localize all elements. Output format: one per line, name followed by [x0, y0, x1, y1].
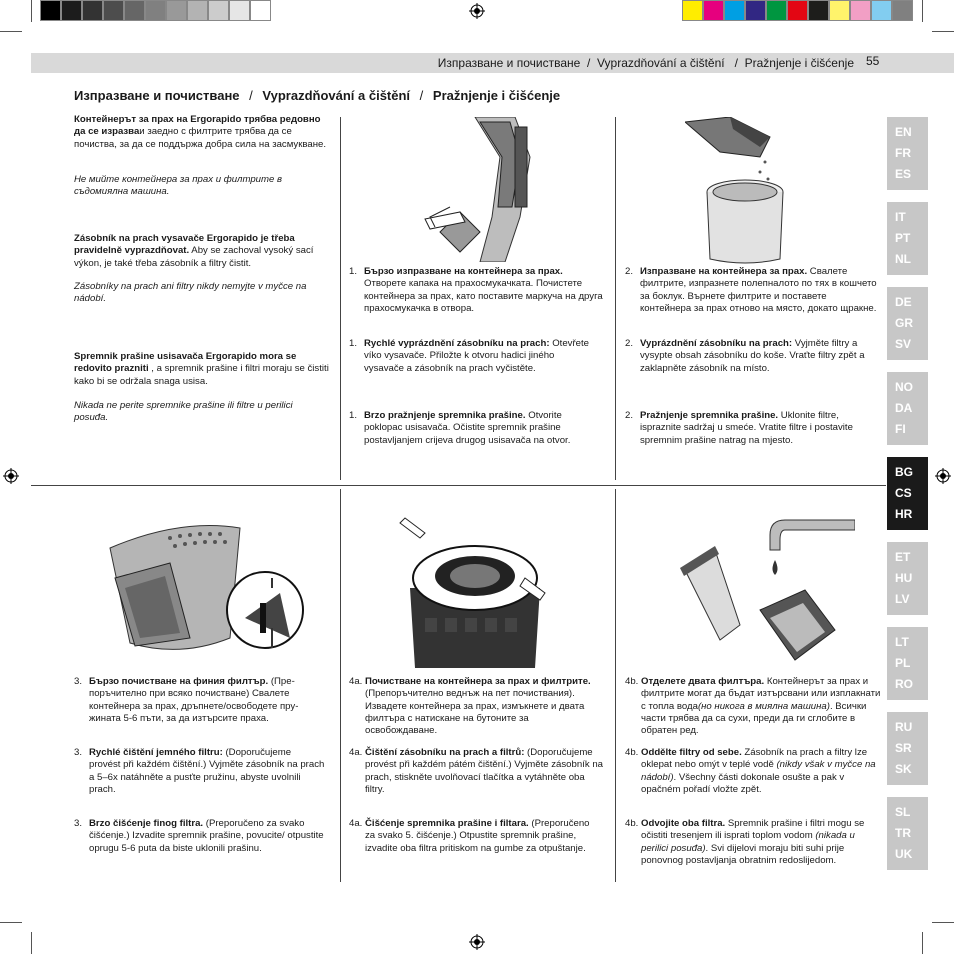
crop-mark	[922, 932, 923, 954]
language-code: ES	[895, 167, 912, 181]
step-number: 4a.	[349, 818, 363, 829]
language-group-tab[interactable]	[887, 457, 928, 530]
gray-swatch	[187, 0, 208, 21]
color-swatch	[892, 0, 913, 21]
step4b-hr-title: Odvojite oba filtra.	[641, 818, 726, 829]
gray-swatch	[40, 0, 61, 21]
step2-hr	[640, 410, 880, 447]
filters-washing-illustration	[675, 510, 855, 665]
step3-hr-text: (Preporučeno za svako čišćenje.) Izvadite spremnik prašine, povucite/ otpustite oprugu 5-6 puta da biste uklonili prašinu.	[89, 818, 324, 854]
step3-cs-text: (Doporučujeme provést při každém čištění.) Vyjměte zásobník na prach a 5–6x natáhněte a pusťte pružinu, abyste uvolnili prach.	[89, 747, 325, 795]
language-code: PL	[895, 656, 911, 670]
intro-cs-bold: Zásobník na prach vysavače Ergorapido je třeba pravidelně vyprazdňovat.	[74, 233, 295, 257]
column-divider	[340, 489, 341, 882]
language-code: HU	[895, 571, 913, 585]
step3-bg-title: Бързо почистване на финия филтър.	[89, 676, 269, 687]
language-code: NO	[895, 380, 913, 394]
gray-swatch	[103, 0, 124, 21]
language-code: SR	[895, 741, 912, 755]
gray-swatch	[166, 0, 187, 21]
step2-bg-title: Изпразване на контейнера за прах.	[640, 266, 808, 277]
step4a-bg-text: (Препоръчително веднъж на пет почиствания). Извадете контейнера за прах, измъкнете и двата филтъра с натискане на бутоните за освобождаване.	[365, 688, 585, 737]
step1-cs	[364, 338, 594, 375]
step-number: 4b.	[625, 676, 639, 687]
column-divider	[615, 489, 616, 882]
intro-hr-note	[74, 400, 319, 425]
step4b-cs-title: Oddělte filtry od sebe.	[641, 747, 742, 758]
crop-mark	[0, 31, 22, 32]
step4a-hr	[365, 818, 599, 855]
gray-swatch	[208, 0, 229, 21]
language-code: TR	[895, 826, 911, 840]
step-number: 3.	[74, 747, 83, 758]
language-group-tab[interactable]	[887, 372, 928, 445]
language-code: FI	[895, 422, 906, 436]
step-number: 4a.	[349, 747, 363, 758]
color-swatch	[808, 0, 829, 21]
step3-bg-text: (Пре-поръчително при всяко почистване) Свалете контейнера за прах, дръпнете/освободете пру-жината 5-6 пъти, за да изтърсите праха.	[89, 676, 299, 724]
registration-mark-icon	[3, 468, 19, 484]
language-group-tab[interactable]	[887, 202, 928, 275]
step4b-bg-text: Контейнерът за прах и филтрите могат да бъдат изтърсвани или изплакнати с топла вода	[641, 676, 881, 712]
language-group-tab[interactable]	[887, 797, 928, 870]
intro-hr	[74, 351, 332, 388]
gray-swatch	[82, 0, 103, 21]
intro-cs	[74, 233, 330, 270]
gray-swatch	[145, 0, 166, 21]
crop-mark	[31, 932, 32, 954]
section-title	[74, 88, 560, 103]
step3-cs	[89, 747, 325, 796]
language-code: NL	[895, 252, 911, 266]
step4a-bg-title: Почистване на контейнера за прах и филтрите.	[365, 676, 591, 687]
language-code: SK	[895, 762, 912, 776]
intro-bg-text: и заедно с филтрите трябва да се почиства, за да се поддържа добра сила на засмукване.	[74, 126, 327, 150]
step2-cs-title: Vyprázdnění zásobníku na prach:	[640, 338, 793, 349]
language-code: ET	[895, 550, 911, 564]
language-group-tab[interactable]	[887, 117, 928, 190]
step1-bg	[364, 266, 604, 315]
language-code: GR	[895, 316, 913, 330]
color-swatch	[871, 0, 892, 21]
step3-bg	[89, 676, 325, 725]
step4b-hr-italic: (nikada u perilici posuđa)	[641, 830, 855, 854]
registration-mark-icon	[469, 3, 485, 19]
intro-hr-italic: Nikada ne perite spremnike prašine ili filtre u perilici posuđa.	[74, 400, 293, 424]
step4a-hr-title: Čišćenje spremnika prašine i filtara.	[365, 818, 529, 829]
running-title: Изпразване и почистване / Vyprazdňování a čištění / Pražnjenje i čišćenje	[437, 56, 854, 70]
step4b-hr-text: Spremnik prašine i filtri mogu se očistiti tresenjem ili isprati toplom vodom	[641, 818, 865, 842]
language-code: PT	[895, 231, 911, 245]
step4a-cs	[365, 747, 605, 796]
step-number: 4a.	[349, 676, 363, 687]
step-number: 2.	[625, 266, 634, 277]
column-divider	[340, 117, 341, 480]
language-code: DA	[895, 401, 913, 415]
step1-hr-title: Brzo pražnjenje spremnika prašine.	[364, 410, 526, 421]
intro-hr-bold: Spremnik prašine usisavača Ergorapido mora se redovito prazniti	[74, 351, 297, 375]
step2-cs	[640, 338, 882, 375]
step4b-cs-italic: (nikdy však v myčce na nádobí)	[641, 759, 876, 783]
vacuum-hose-illustration	[420, 117, 540, 262]
color-swatch	[682, 0, 703, 21]
step-number: 2.	[625, 410, 634, 421]
registration-mark-icon	[469, 934, 485, 950]
intro-bg	[74, 114, 330, 151]
crop-mark	[922, 0, 923, 22]
color-swatch	[787, 0, 808, 21]
color-swatch	[850, 0, 871, 21]
step3-hr	[89, 818, 327, 855]
step-number: 4b.	[625, 747, 639, 758]
step3-cs-title: Rychlé čištění jemného filtru:	[89, 747, 223, 758]
step-number: 4b.	[625, 818, 639, 829]
language-code: DE	[895, 295, 912, 309]
step1-cs-title: Rychlé vyprázdnění zásobníku na prach:	[364, 338, 550, 349]
language-group-tab[interactable]	[887, 627, 928, 700]
language-code: SV	[895, 337, 912, 351]
color-swatch	[745, 0, 766, 21]
language-group-tab[interactable]	[887, 542, 928, 615]
intro-bg-italic: Не мийте контейнера за прах и филтрите в съдомиялна машина.	[74, 174, 283, 198]
row-divider	[31, 485, 886, 486]
crop-mark	[932, 922, 954, 923]
intro-cs-italic: Zásobníky na prach ani filtry nikdy nemyjte v myčce na nádobí.	[74, 281, 307, 305]
step4b-bg-title: Отделете двата филтъра.	[641, 676, 765, 687]
language-code: EN	[895, 125, 912, 139]
step-number: 3.	[74, 676, 83, 687]
section-title-hr: Pražnjenje i čišćenje	[432, 88, 561, 103]
gray-swatch	[229, 0, 250, 21]
color-swatch	[766, 0, 787, 21]
step1-bg-text: Отворете капака на прахосмукачката. Почистете контейнера за прах, като поставите маркуча на друга прахосмукачка в отвора.	[364, 278, 603, 314]
color-swatch	[724, 0, 745, 21]
language-code: LV	[895, 592, 910, 606]
language-group-tab[interactable]	[887, 287, 928, 360]
step-number: 1.	[349, 266, 358, 277]
step-number: 1.	[349, 338, 358, 349]
step4a-cs-title: Čištění zásobníku na prach a filtrů:	[365, 747, 525, 758]
step1-hr-text: Otvorite poklopac usisavača. Očistite spremnik prašine postavljanjem crijeva drugog usisavača na otvor.	[364, 410, 571, 446]
language-code: BG	[895, 465, 913, 479]
section-title-cs: Vyprazdňování a čištění	[262, 88, 411, 103]
language-group-tab[interactable]	[887, 712, 928, 785]
intro-bg-note	[74, 174, 314, 199]
fine-filter-illustration	[80, 518, 320, 666]
column-divider	[615, 117, 616, 480]
section-title-sep: /	[419, 88, 424, 103]
step4b-cs-text2: . Všechny části dokonale osušte a pak v opačném pořadí vložte zpět.	[641, 771, 845, 795]
language-code: CS	[895, 486, 912, 500]
step4a-cs-text: (Doporučujeme provést při každém pátém čištění.) Vyjměte zásobník na prach, stiskněte uvolňovací tlačítka a vytáhněte oba filtry.	[365, 747, 603, 795]
page-number: 55	[866, 54, 880, 68]
step4b-cs-text: Zásobník na prach a filtry lze oklepat nebo omýt v teplé vodě	[641, 747, 868, 771]
registration-mark-icon	[935, 468, 951, 484]
step4a-hr-text: (Preporučeno za svako 5. čišćenje.) Otpustite spremnik prašine, izvadite oba filtra pritiskom na gumbe za otpuštanje.	[365, 818, 590, 854]
language-code: HR	[895, 507, 913, 521]
language-code: UK	[895, 847, 913, 861]
step1-hr	[364, 410, 598, 447]
step2-cs-text: Vyjměte filtry a vysypte obsah zásobníku do koše. Vraťte filtry zpět a zaklapněte zásobník na místo.	[640, 338, 865, 374]
step-number: 1.	[349, 410, 358, 421]
color-swatch	[703, 0, 724, 21]
gray-swatch	[61, 0, 82, 21]
step-number: 2.	[625, 338, 634, 349]
language-code: RO	[895, 677, 913, 691]
step1-cs-text: Otevřete víko vysavače. Přiložte k otvoru hadici jiného vysavače a zásobník na prach vyčistěte.	[364, 338, 589, 374]
gray-swatch	[124, 0, 145, 21]
step4b-hr-text2: . Svi dijelovi moraju biti suhi prije ponovnog postavljanja obratnim redoslijedom.	[641, 842, 845, 866]
step3-hr-title: Brzo čišćenje finog filtra.	[89, 818, 204, 829]
language-code: SL	[895, 805, 911, 819]
crop-mark	[0, 922, 22, 923]
color-swatch	[829, 0, 850, 21]
intro-cs-text: Aby se zachoval vysoký sací výkon, je také třeba zásobník a filtry čistit.	[74, 245, 314, 269]
language-code: FR	[895, 146, 911, 160]
intro-bg-bold: Контейнерът за прах на Ergorapido трябва редовно да се изразва	[74, 114, 321, 138]
filter-release-illustration	[395, 508, 555, 668]
language-code: RU	[895, 720, 913, 734]
section-title-bg: Изпразване и почистване	[74, 88, 240, 103]
step1-bg-title: Бързо изпразване на контейнера за прах.	[364, 266, 563, 277]
step2-bg-text: Свалете филтрите, изпразнете полепналото по тях в кошчето за боклук. Върнете филтрите и поставете контейнера за прах отново на място, докато щракне.	[640, 266, 877, 314]
section-title-sep: /	[249, 88, 253, 103]
intro-cs-note	[74, 281, 319, 306]
step2-hr-text: Uklonite filtre, ispraznite sadržaj u smeće. Vratite filtre i postavite spremnim prašine natrag na mjesto.	[640, 410, 853, 446]
step4b-bg-italic: (но никога в миялна машина)	[697, 700, 830, 712]
step4a-bg	[365, 676, 597, 737]
gray-swatch	[250, 0, 271, 21]
step4b-hr	[641, 818, 879, 867]
step2-bg	[640, 266, 880, 315]
empty-dustbin-illustration	[685, 117, 805, 265]
crop-mark	[932, 31, 954, 32]
crop-mark	[31, 0, 32, 22]
language-code: IT	[895, 210, 906, 224]
intro-hr-text: , a spremnik prašine i filtri moraju se čistiti kako bi se održala snaga usisa.	[74, 363, 329, 387]
step-number: 3.	[74, 818, 83, 829]
step4b-bg-text2: . Всички части трябва да са сухи, преди да ги сглобите в обратен ред.	[641, 700, 867, 737]
step2-hr-title: Pražnjenje spremnika prašine.	[640, 410, 779, 421]
step4b-bg	[641, 676, 881, 737]
language-code: LT	[895, 635, 909, 649]
step4b-cs	[641, 747, 879, 796]
